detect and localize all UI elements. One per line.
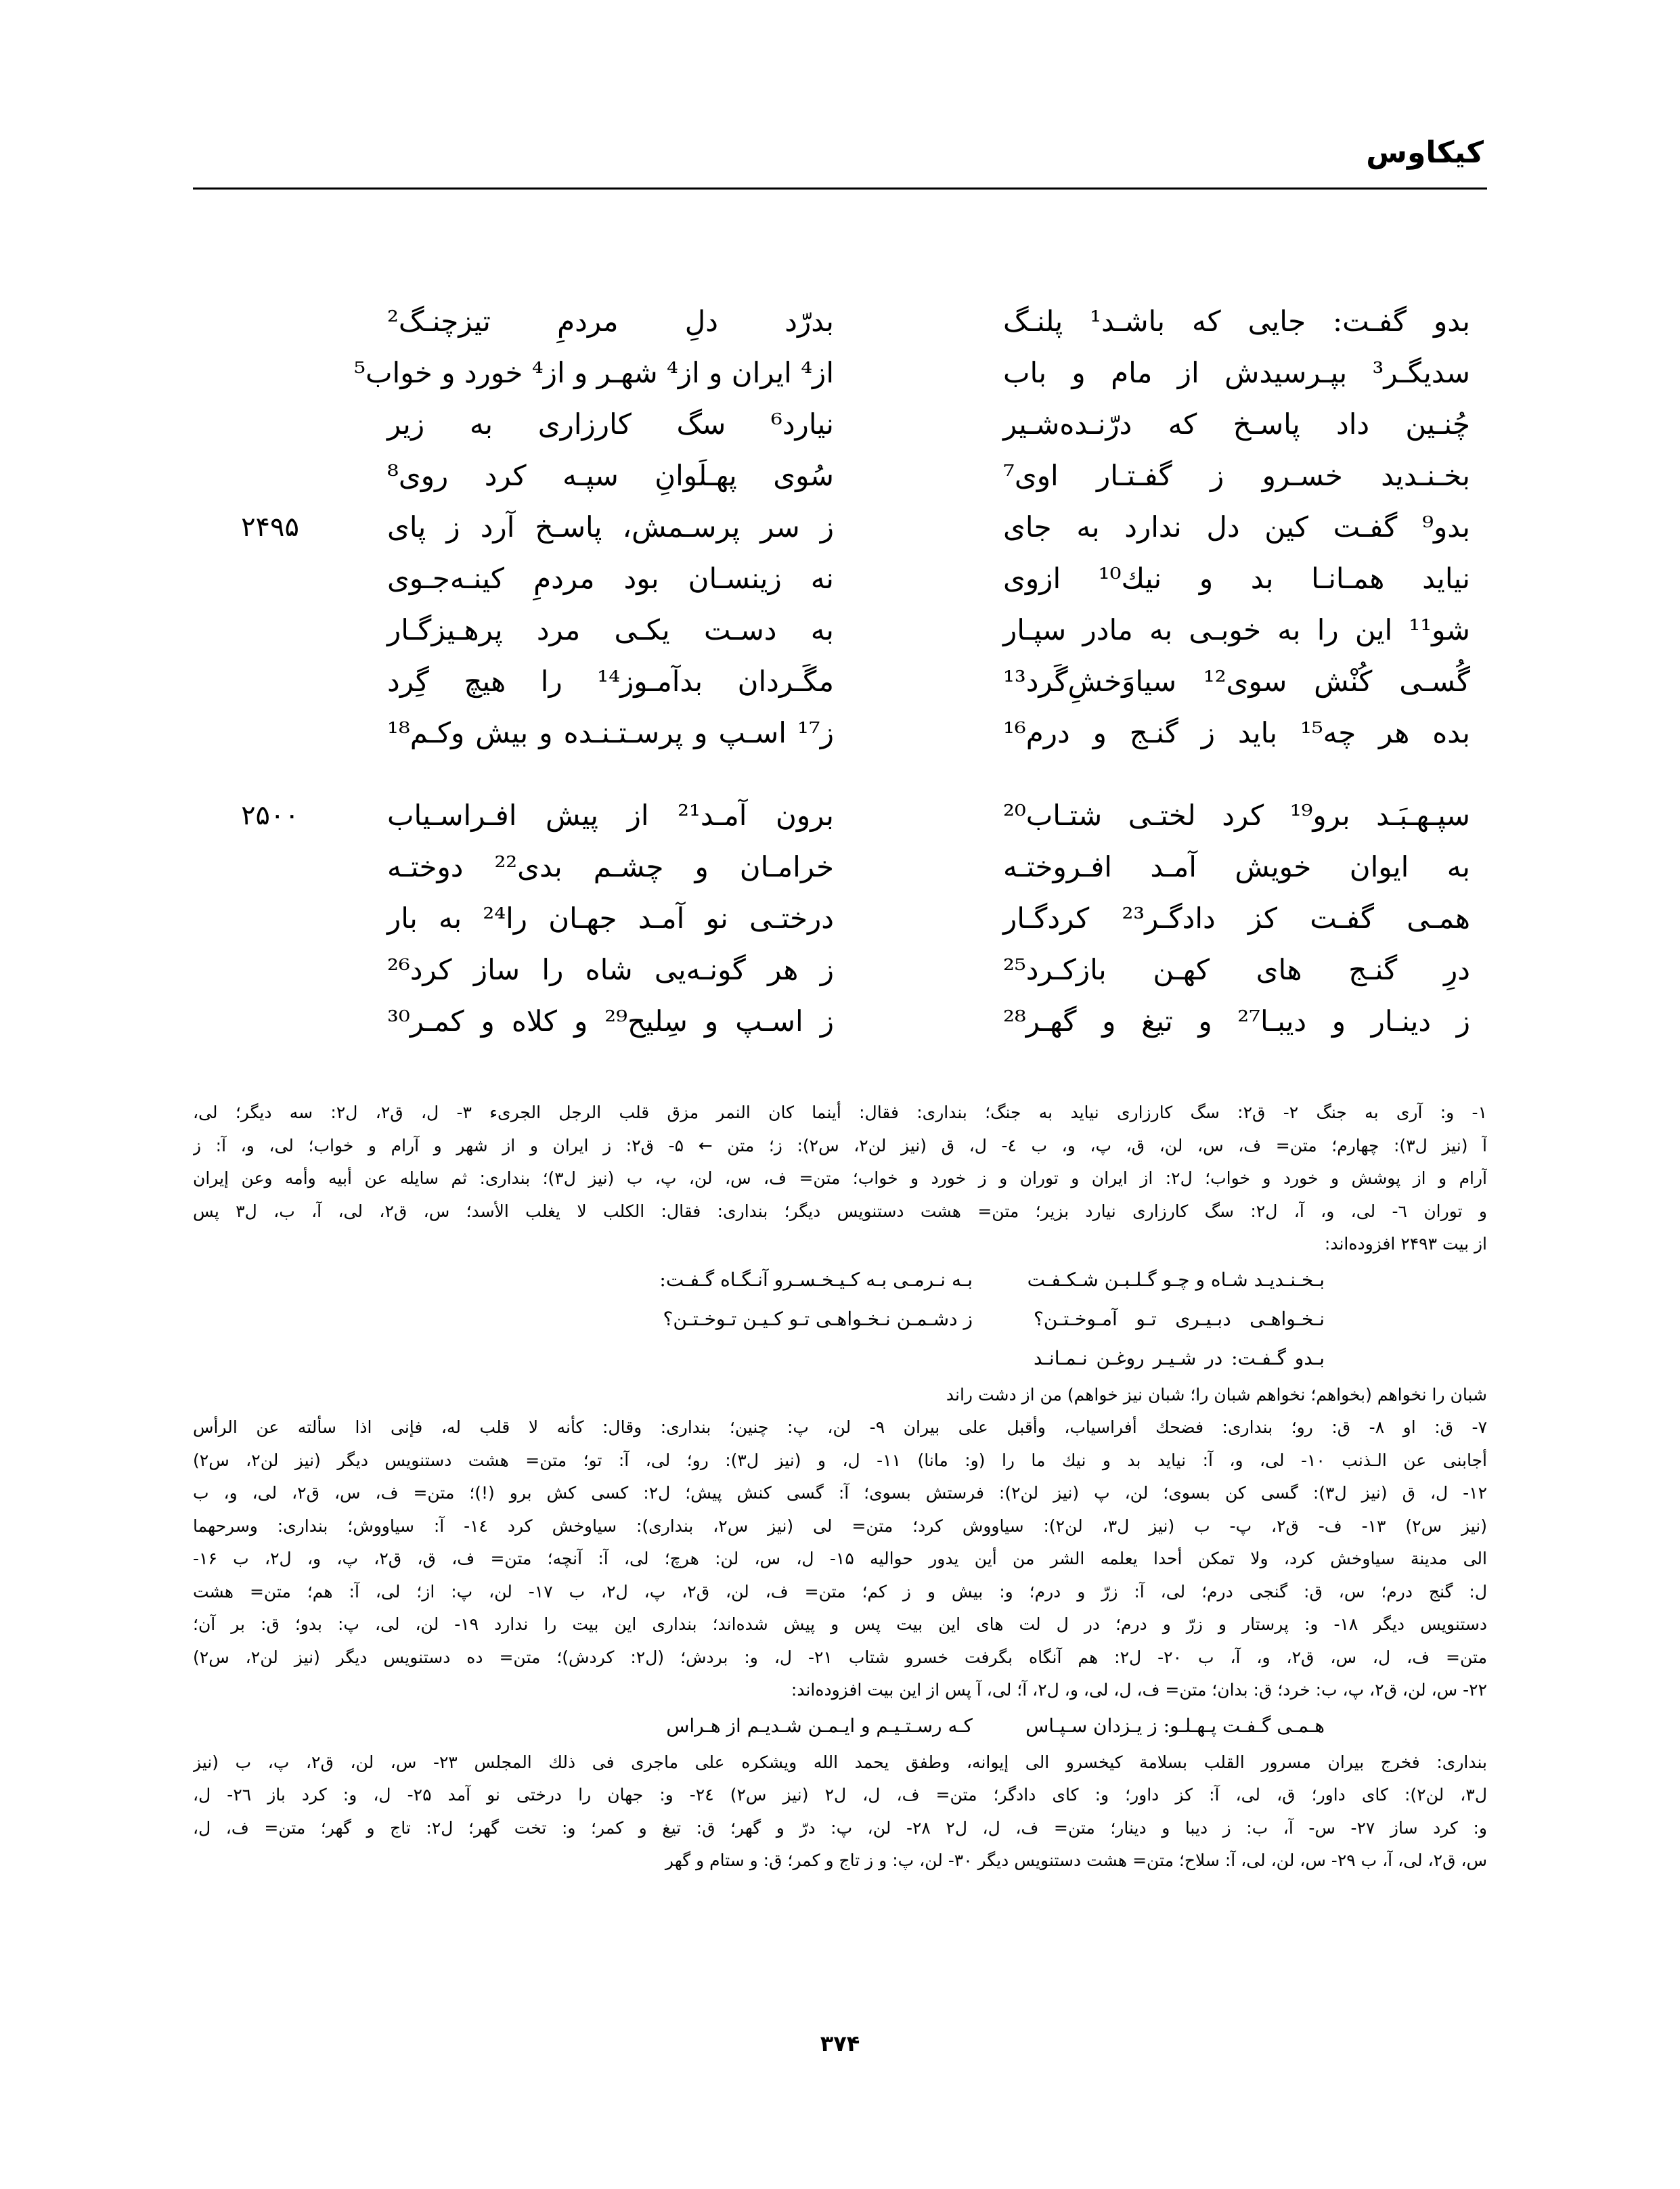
verse-row [0, 895, 1680, 946]
verse-block-2 [0, 792, 1680, 1049]
hemistich-left: برون آمـد²¹ از پیش افـراسـیاب [387, 799, 835, 832]
verse-row [0, 504, 1680, 555]
added-verse-variant: شبان را نخواهم (بخواهم؛ نخواهم شبان را؛ شبان نیز خواهم) من از دشت راند [946, 1384, 1487, 1405]
hemistich-left: سُوی پهـلَوانِ سپـه کرد روی⁸ [387, 459, 834, 492]
verse-row [0, 452, 1680, 504]
footnotes-apparatus [193, 1097, 1487, 1878]
added-verse-right: نـخـواهـی دبـیـری تـو آمـوخـتـن؟ [1034, 1307, 1325, 1330]
footnote-line: آ (نیز ل۳): چهارم؛ متن= ف، س، لن، ق، پ، و، ب ٤- ل، ق (نیز لن۲، س۲): ز؛ متن ← ۵- ق۲: ز ایران و از شهر و آرام و خواب؛ لی، و، آ: ز [193, 1135, 1487, 1155]
footnote-line: آرام و از پوشش و خورد و خواب؛ ل۲: از ایران و توران و ز خورد و خواب؛ متن= ف، س، لن، پ، ب (نیز ل۳)؛ بنداری: ثم سایله عن أبیه وأمه وعن إیران [193, 1168, 1487, 1188]
hemistich-right: سپـهـبَـد برو¹⁹ کرد لختـی شتـاب²⁰ [1003, 799, 1470, 832]
verse-row [0, 709, 1680, 761]
added-verse [193, 1707, 1487, 1746]
added-verse-right: هـمـی گـفـت پـهـلـو: ز یـزدان سـپـاس [1025, 1714, 1325, 1737]
hemistich-left: خرامـان و چشـم بدی²² دوختـه [387, 850, 834, 883]
footnote-line: (نیز س۲) ۱۳- ف- ق۲، پ- ب (نیز ل۳، لن۲): سیاووش کرد؛ متن= لی (نیز س۲، بنداری): سیاوخش کرد ١٤- آ: سیاووش؛ بنداری: وسرحهما [193, 1516, 1487, 1536]
verse-row [0, 658, 1680, 709]
footnote-line: ۲۲- س، لن، ق۲، پ، ب: خرد؛ ق: بدان؛ متن= ف، ل، لی، و، ل۲، آ؛ لی، آ پس از این بیت افزوده‌اند: [791, 1680, 1487, 1700]
hemistich-left: ز اسـپ و سِلیح²⁹ و کلاه و کمـر³⁰ [387, 1004, 834, 1038]
verse-row [0, 298, 1680, 349]
hemistich-left: نه زینسـان بود مردمِ کینـه‌جـوی [387, 562, 834, 595]
footnote-line: ۷- ق: او ۸- ق: رو؛ بنداری: فضحك أفراسیاب، وأقبل علی بیران ۹- لن، پ: چنین؛ بنداری: وقال: کأنه لا قلب له، فإنی اذا سألته عن الرأس [193, 1417, 1487, 1437]
running-title: کیکاوس [1366, 135, 1484, 170]
hemistich-right: شو¹¹ این را به خوبـی به مادر سپـار [1003, 613, 1470, 646]
verse-row [0, 843, 1680, 895]
hemistich-right: درِ گنـج های کهـن بازکـرد²⁵ [1003, 953, 1470, 986]
verse-number: ۲۵۰۰ [241, 800, 299, 831]
added-verse-left: بـه نـرمـی بـه کـیـخـسـرو آنـگـاه گـفـت: [659, 1268, 973, 1291]
hemistich-right: چُنـین داد پاسـخ که درّنـده‌شـیر [1003, 407, 1470, 441]
hemistich-right: به ایوان خویش آمـد افـروختـه [1003, 850, 1470, 883]
footnote-line: ۱- و: آری به جنگ ۲- ق۲: سگ کارزاری نیاید به جنگ؛ بنداری: فقال: أینما کان النمر مزق قلب الرجل الجریء ۳- ل، ق۲، ل۲: سه دیگر؛ لی، [193, 1103, 1487, 1122]
added-verse-left: ز دشـمـن نـخـواهـی تـو کـیـن تـوخـتـن؟ [663, 1307, 973, 1330]
footnote-line: ل۳، لن۲): کای داور؛ ق، لی، آ: کز داور؛ و: کای دادگر؛ متن= ف، ل، ل۲ (نیز س۲) ۲٤- و: جهان را درختی نو آمد ۲۵- ل، و: کرد باز ۲٦- ل، [193, 1785, 1487, 1805]
verse-row [0, 998, 1680, 1049]
hemistich-right: بخـنـدید خسـرو ز گفـتـار اوی⁷ [1003, 459, 1470, 492]
added-verse [193, 1340, 1487, 1379]
footnote-line: ۱۲- ل، ق (نیز ل۳): گسی کن بسوی؛ لن، پ (نیز لن۲): فرستش بسوی؛ آ: گسی کنش پیش؛ ل۲: کسی کش برو (!)؛ متن= ف، س، ق۲، لی، و، ب [193, 1483, 1487, 1503]
footnote-line: بنداری: فخرج بیران مسرور القلب بسلامة کیخسرو الی إیوانه، وطفق یحمد الله ویشکره علی ماجری فی ذلك المجلس ۲۳- س، لن، ق۲، پ، ب (نیز [193, 1752, 1487, 1772]
hemistich-right: بدو⁹ گفـت کین دل ندارد به جای [1003, 510, 1470, 544]
hemistich-left: بدرّد دلِ مردمِ تیزچنـگ² [387, 305, 834, 338]
added-verse [193, 1300, 1487, 1340]
verse-row [0, 401, 1680, 452]
verse-row [0, 792, 1680, 843]
footnote-line: و توران ٦- لی، و، آ، ل۲: سگ کارزاری نیارد بزیر؛ متن= هشت دستنویس دیگر؛ بنداری: فقال: الکلب لا یغلب الأسد؛ س، ق۲، لی، آ، ب، ل۳ پس [193, 1201, 1487, 1221]
added-verse [193, 1261, 1487, 1300]
hemistich-left: نیارد⁶ سگ کارزاری به زیر [387, 407, 834, 441]
hemistich-left: به دسـت یکـی مرد پرهـیزگـار [387, 613, 834, 646]
hemistich-right: نیاید همـانـا بد و نیك¹⁰ ازوی [1003, 562, 1470, 595]
added-verse-right: بـدو گـفـت: در شـیـر روغـن نـمـانـد [1034, 1346, 1325, 1369]
verse-row [0, 946, 1680, 998]
verse-row [0, 349, 1680, 401]
added-verse-right: بـخـنـدیـد شـاه و چـو گـلـبـن شـکـفـت [1027, 1268, 1325, 1291]
verse-block-1 [0, 298, 1680, 761]
added-verse-left: کـه رسـتـیـم و ایـمـن شـدیـم از هـراس [666, 1714, 973, 1737]
hemistich-right: گُسـی کُنْش سوی¹² سیاوَخشِ‌گَرد¹³ [1003, 665, 1470, 698]
footnote-line: از بیت ۲۴۹۳ افزوده‌اند: [1324, 1234, 1487, 1254]
hemistich-left: ز¹⁷ اسـپ و پرسـتـنـده و بیش وکـم¹⁸ [387, 716, 834, 749]
footnote-line: متن= ف، ل، س، ق۲، و، آ، ب ۲۰- ل۲: هم آنگاه بگرفت خسرو شتاب ۲۱- ل، و: بردش؛ (ل۲: کردش)؛ متن= ده دستنویس دیگر (نیز لن۲، س۲) [193, 1647, 1487, 1667]
hemistich-left: درختـی نو آمـد جهـان را²⁴ به بار [387, 902, 834, 935]
hemistich-right: سدیگـر³ بپـرسیدش از مام و باب [1003, 356, 1470, 389]
hemistich-right: ز دینـار و دیبـا²⁷ و تیغ و گهـر²⁸ [1003, 1004, 1470, 1038]
hemistich-right: بده هر چه¹⁵ باید ز گنـج و درم¹⁶ [1003, 716, 1470, 749]
verse-row [0, 606, 1680, 658]
hemistich-left: مگَـردان بدآمـوز¹⁴ را هیچ گِرد [387, 665, 835, 698]
footnote-line: أجابنی عن الـذنب ۱۰- لی، و، آ: نیاید بد و نیك ما را (و: مانا) ۱۱- ل، و (نیز ل۳): رو؛ لی، آ: تو؛ متن= هشت دستنویس دیگر (نیز لن۲، س۲) [193, 1450, 1487, 1470]
footnote-line: س، ق۲، لی، آ، ب ۲۹- س، لن، لی، آ: سلاح؛ متن= هشت دستنویس دیگر ۳۰- لن، پ: و ز تاج و کمر؛ ق: و ستام و گهر [665, 1851, 1487, 1870]
header-rule [193, 187, 1487, 190]
footnote-line: الی مدینة سیاوخش کرد، ولا تمکن أحدا یعلمه الشر من أین یدور حوالیه ۱۵- ل، س، لن: هرچ؛ لی، آ: آنچه؛ متن= ف، ق، ق۲، پ، و، ل۲، ب ۱۶- [193, 1549, 1487, 1568]
page-number: ۳۷۴ [820, 2031, 860, 2056]
footnote-line: ل: گنج درم؛ س، ق: گنجی درم؛ لی، آ: زرّ و درم؛ و: بیش و ز کم؛ متن= ف، لن، ق۲، پ، ل۲، ب ۱۷- لن، پ: از؛ لی، آ: هم؛ متن= هشت [193, 1581, 1487, 1601]
hemistich-right: بدو گفـت: جایی که باشـد¹ پلنـگ [1003, 305, 1470, 338]
hemistich-left: ز سر پرسـمش، پاسـخ آرد ز پای [387, 510, 834, 544]
verse-row [0, 555, 1680, 606]
footnote-line: دستنویس دیگر ۱۸- و: پرستار و زرّ و درم؛ در ل لت های این بیت پس و پیش شده‌اند؛ بنداری این بیت را ندارد ۱۹- لن، لی، پ: بدو؛ ق: بر آن؛ [193, 1614, 1487, 1634]
hemistich-left: ز هر گونـه‌یی شاه را ساز کرد²⁶ [387, 953, 834, 986]
hemistich-right: همـی گفـت کز دادگـر²³ کردگـار [1003, 902, 1470, 935]
footnote-line: و: کرد ساز ۲۷- س- آ، ب: ز دیبا و دینار؛ متن= ف، ل، ل۲ ۲۸- لن، پ: درّ و گهر؛ ق: تیغ و کمر؛ و: تخت گهر؛ ل۲: تاج و گهر؛ متن= ف، ل، [193, 1817, 1487, 1838]
hemistich-left: از⁴ ایران و از⁴ شهـر و از⁴ خورد و خواب⁵ [354, 356, 834, 389]
verse-number: ۲۴۹۵ [241, 512, 299, 543]
